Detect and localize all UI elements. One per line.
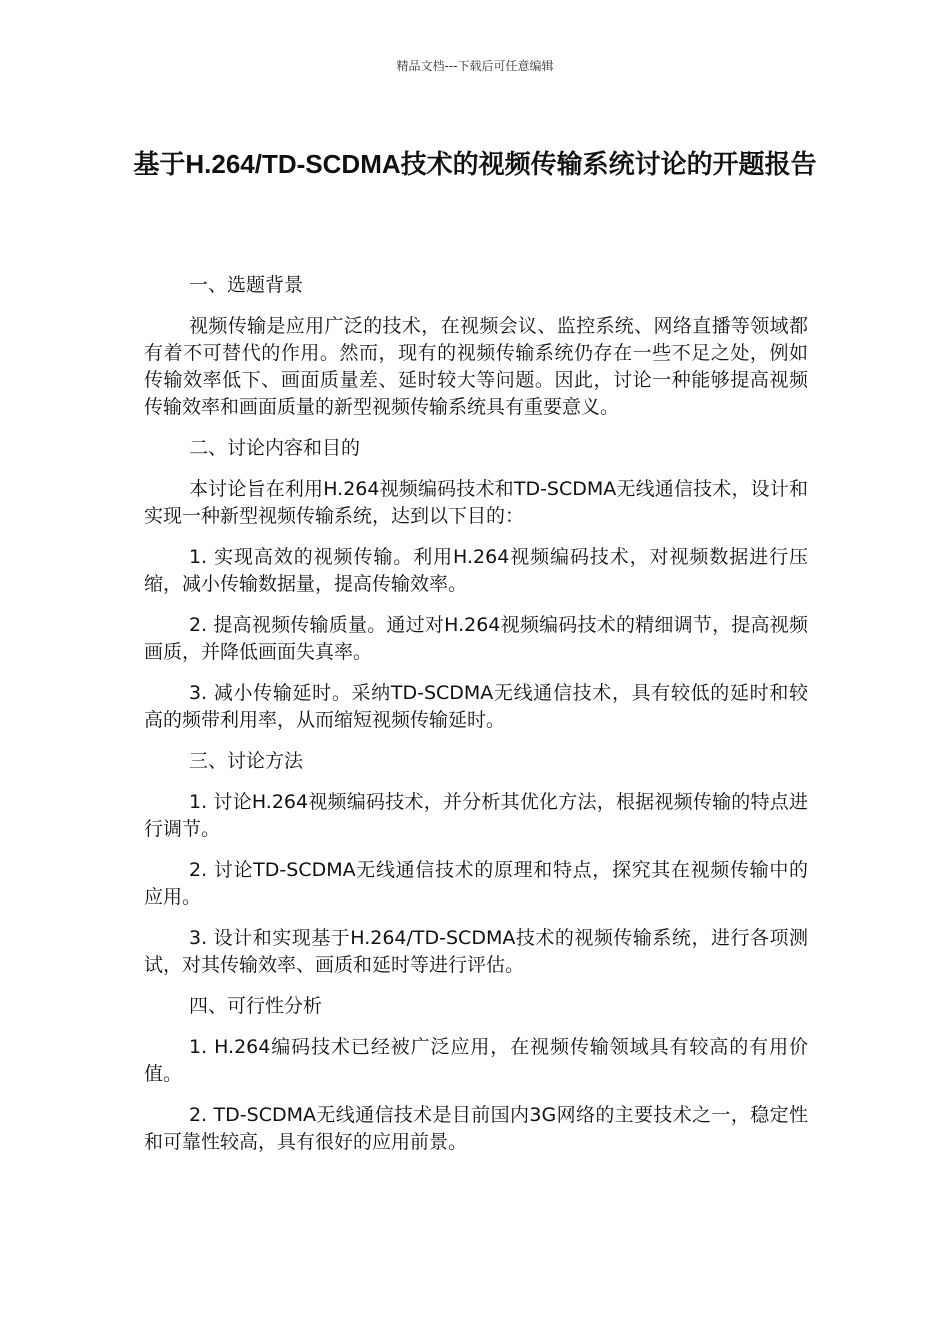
list-item: 1. 实现高效的视频传输。利用H.264视频编码技术，对视频数据进行压缩，减小传输数据量，提高传输效率。 [144, 546, 808, 595]
list-item: 1. 讨论H.264视频编码技术，并分析其优化方法，根据视频传输的特点进行调节。 [144, 791, 808, 840]
section-methods [144, 748, 808, 979]
list-item: 3. 减小传输延时。采纳TD-SCDMA无线通信技术，具有较低的延时和较高的频带利用率，从而缩短视频传输延时。 [144, 682, 808, 731]
section-background [144, 272, 808, 421]
document-title: 基于H.264/TD-SCDMA技术的视频传输系统讨论的开题报告 [133, 149, 817, 179]
section-feasibility [144, 993, 808, 1156]
list-item: 2. TD-SCDMA无线通信技术是目前国内3G网络的主要技术之一，稳定性和可靠性较高，具有很好的应用前景。 [144, 1104, 808, 1153]
list-item: 3. 设计和实现基于H.264/TD-SCDMA技术的视频传输系统，进行各项测试，对其传输效率、画质和延时等进行评估。 [144, 927, 808, 976]
document-body [144, 272, 808, 1170]
header-note: 精品文档---下载后可任意编辑 [396, 59, 554, 73]
section-heading: 二、讨论内容和目的 [189, 437, 361, 459]
section-heading: 四、可行性分析 [189, 995, 323, 1017]
section-content-and-goals [144, 435, 808, 734]
paragraph: 本讨论旨在利用H.264视频编码技术和TD-SCDMA无线通信技术，设计和实现一种新型视频传输系统，达到以下目的： [144, 478, 808, 527]
list-item: 2. 讨论TD-SCDMA无线通信技术的原理和特点，探究其在视频传输中的应用。 [144, 859, 808, 908]
list-item: 1. H.264编码技术已经被广泛应用，在视频传输领域具有较高的有用价值。 [144, 1036, 808, 1085]
paragraph: 视频传输是应用广泛的技术，在视频会议、监控系统、网络直播等领域都有着不可替代的作用。然而，现有的视频传输系统仍存在一些不足之处，例如传输效率低下、画面质量差、延时较大等问题。因此，讨论一种能够提高视频传输效率和画面质量的新型视频传输系统具有重要意义。 [144, 315, 808, 418]
list-item: 2. 提高视频传输质量。通过对H.264视频编码技术的精细调节，提高视频画质，并降低画面失真率。 [144, 614, 808, 663]
section-heading: 一、选题背景 [189, 274, 304, 296]
section-heading: 三、讨论方法 [189, 750, 304, 772]
